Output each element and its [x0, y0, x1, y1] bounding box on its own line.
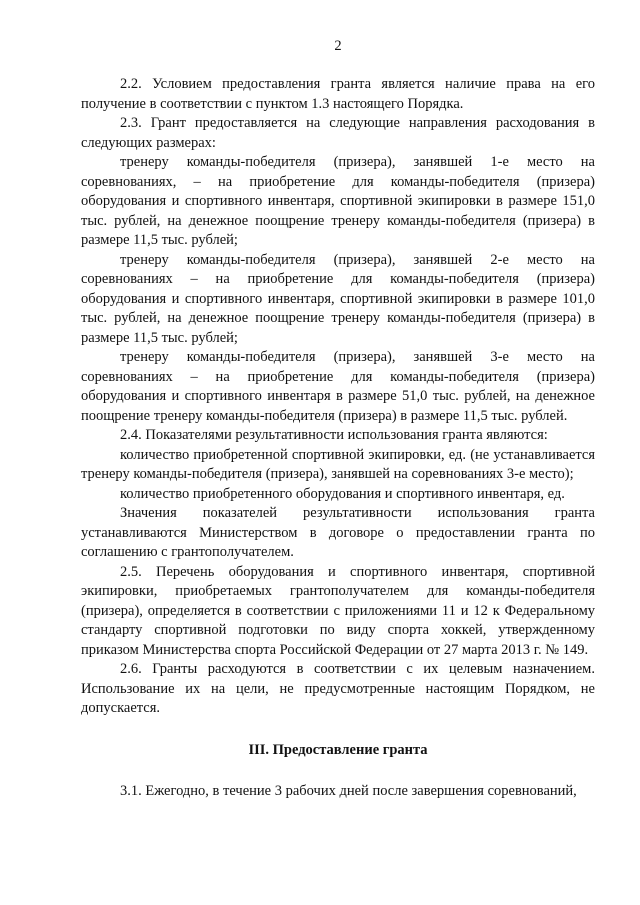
paragraph-indicator-values: Значения показателей результативности использования гранта устанавливаются Министерством в договоре о предоставлении гранта по соглашению с грантополучателем. — [81, 505, 595, 560]
paragraph-indicator-inventory: количество приобретенного оборудования и спортивного инвентаря, ед. — [120, 485, 565, 502]
section-2-body — [81, 75, 595, 719]
paragraph-coach-2nd-place: тренеру команды-победителя (призера), занявшей 2-е место на соревнованиях – на приобретение для команды-победителя (призера) оборудования и спортивного инвентаря, спортивной экипировки в размере 101,0 тыс. рублей, на денежное поощрение тренеру команды-победителя (призера) в размере 11,5 тыс. рублей; — [81, 251, 595, 346]
paragraph-coach-3rd-place: тренеру команды-победителя (призера), занявшей 3-е место на соревнованиях – на приобретение для команды-победителя (призера) оборудования и спортивного инвентаря в размере 51,0 тыс. рублей, на денежное поощрение тренеру команды-победителя (призера) в размере 11,5 тыс. рублей. — [81, 349, 595, 424]
section-heading-iii: III. Предоставление гранта — [248, 741, 428, 758]
paragraph-coach-1st-place: тренеру команды-победителя (призера), занявшей 1-е место на соревнованиях, – на приобретение для команды-победителя (призера) оборудования и спортивного инвентаря, спортивной экипировки в размере 151,0 тыс. рублей, на денежное поощрение тренеру команды-победителя (призера) в размере 11,5 тыс. рублей; — [81, 154, 595, 248]
paragraph-2-4: 2.4. Показателями результативности использования гранта являются: — [120, 427, 548, 443]
paragraph-2-5: 2.5. Перечень оборудования и спортивного инвентаря, спортивной экипировки, приобретаемых грантополучателем для команды-победителя (призера), определяется в соответствии с приложениями 11 и 12 к Федеральному стандарту спортивной подготовки по виду спорта хоккей, утвержденному приказом Министерства спорта Российской Федерации от 27 марта 2013 г. № 149. — [81, 563, 595, 658]
section-3-body — [81, 782, 595, 802]
paragraph-2-2: 2.2. Условием предоставления гранта является наличие права на его получение в соответствии с пунктом 1.3 настоящего Порядка. — [81, 76, 595, 112]
paragraph-indicator-equipment: количество приобретенной спортивной экипировки, ед. (не устанавливается тренеру команды-победителя (призера), занявшей на соревнованиях 3-е место); — [81, 446, 595, 482]
page-number: 2 — [334, 38, 342, 54]
paragraph-2-6: 2.6. Гранты расходуются в соответствии с их целевым назначением. Использование их на цели, не предусмотренные настоящим Порядком, не допускается. — [81, 661, 595, 716]
paragraph-3-1: 3.1. Ежегодно, в течение 3 рабочих дней после завершения соревнований, — [120, 783, 577, 799]
paragraph-2-3: 2.3. Грант предоставляется на следующие направления расходования в следующих размерах: — [81, 115, 595, 151]
